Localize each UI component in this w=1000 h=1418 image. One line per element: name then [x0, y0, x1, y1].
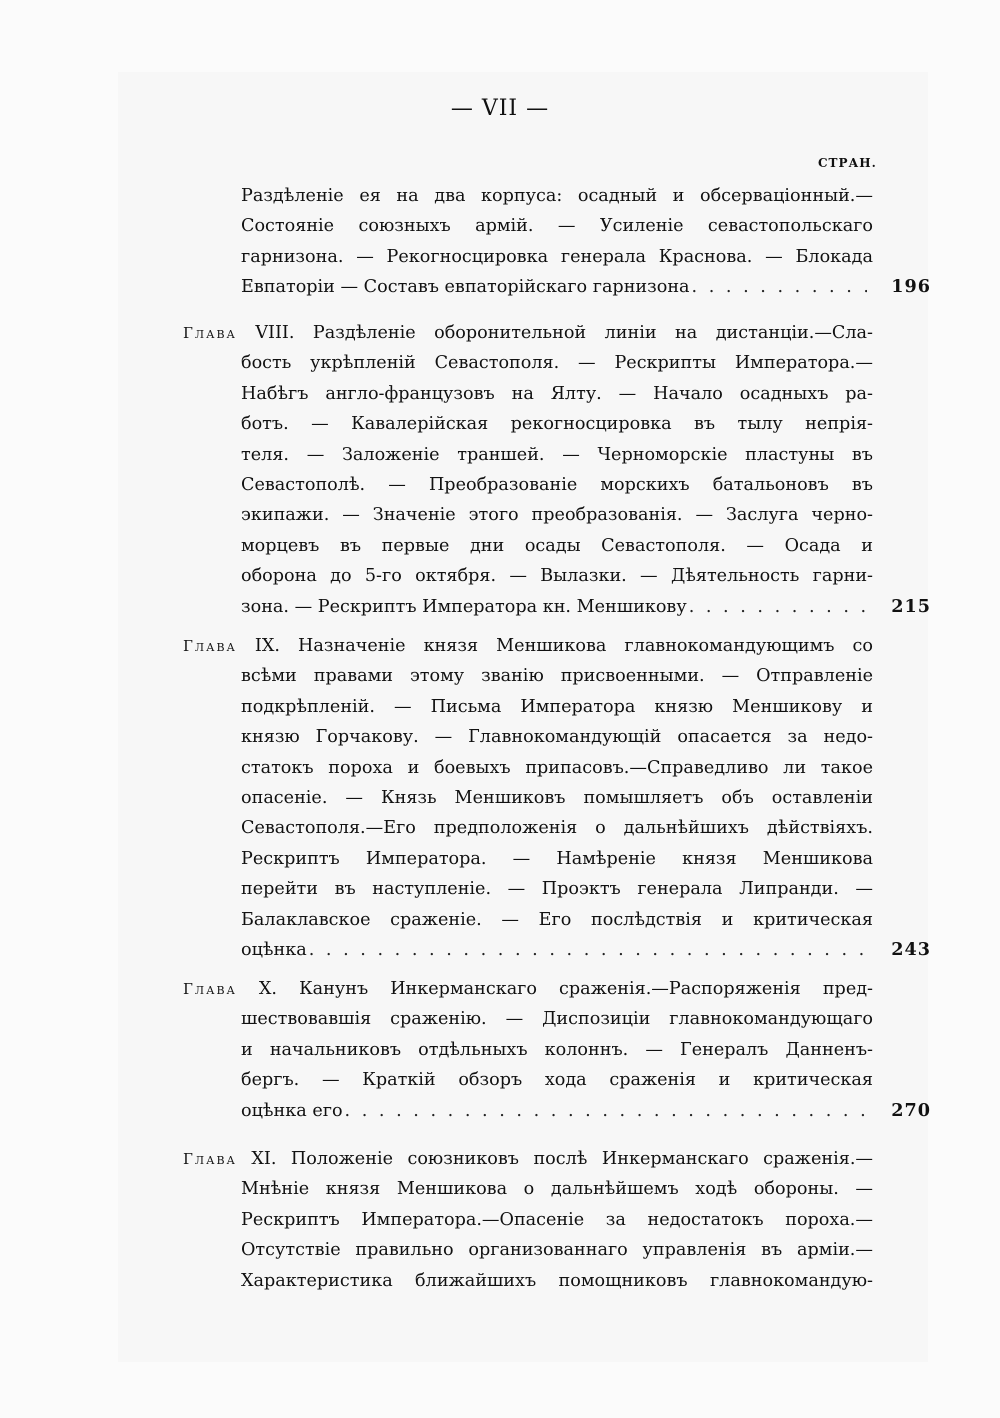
entry-first-line [183, 1144, 873, 1174]
entry-line: ботъ. — Кавалерійская рекогносцировка въ тылу непрія- [241, 414, 873, 435]
entry-line: оцѣнка его [241, 1100, 343, 1121]
dot-leader [692, 272, 867, 302]
entry-line: XI. Положеніе союзниковъ послѣ Инкерманскаго сраженія.— [251, 1149, 873, 1169]
page-ref: 270 [891, 1099, 931, 1121]
chapter-label: Глава [183, 324, 237, 342]
chapter-label: Глава [183, 980, 237, 998]
entry-line: Состояніе союзныхъ армій. — Усиленіе севастопольскаго [241, 216, 873, 237]
chapter-label: Глава [183, 637, 237, 655]
entry-line: VIII. Раздѣленіе оборонительной линіи на дистанціи.—Сла- [255, 323, 873, 343]
page-ref: 196 [891, 276, 931, 298]
entry-line: теля. — Заложеніе траншей. — Черноморскіе пластуны въ [241, 444, 873, 465]
dot-leader [345, 1096, 867, 1126]
entry-line: Набѣгъ англо-французовъ на Ялту. — Начало осадныхъ ра- [241, 383, 873, 404]
page-number: — VII — [450, 96, 550, 121]
entry-line: князю Горчакову. — Главнокомандующій опасается за недо- [241, 727, 873, 748]
entry-line: перейти въ наступленіе. — Проэктъ генерала Липранди. — [241, 879, 873, 900]
entry-first-line [183, 631, 873, 661]
entry-line: Отсутствіе правильно организованнаго управленія въ арміи.— [241, 1240, 873, 1261]
page-ref: 215 [891, 595, 931, 617]
entry-line: Евпаторіи — Составъ евпаторійскаго гарнизона [241, 277, 690, 298]
entry-first-line [183, 318, 873, 348]
entry-last-line [241, 592, 931, 622]
entry-line: Рескриптъ Императора. — Намѣреніе князя Меншикова [241, 848, 873, 869]
toc-entry [183, 181, 931, 303]
page-column-label: СТРАН. [818, 156, 877, 170]
entry-line: и начальниковъ отдѣльныхъ колоннъ. — Генералъ Данненъ- [241, 1039, 873, 1060]
entry-line: Севастополя.—Его предположенія о дальнѣйшихъ дѣйствіяхъ. [241, 818, 873, 839]
entry-line: шествовавшія сраженію. — Диспозиціи главнокомандующаго [241, 1009, 873, 1030]
entry-line: статокъ пороха и боевыхъ припасовъ.—Справедливо ли такое [241, 757, 873, 778]
entry-line: Балаклавское сраженіе. — Его послѣдствія и критическая [241, 909, 873, 930]
toc-entry-chapter-x [183, 974, 931, 1126]
entry-last-line [241, 1096, 931, 1126]
chapter-label: Глава [183, 1150, 237, 1168]
entry-line: Раздѣленіе ея на два корпуса: осадный и обсерваціонный.— [241, 186, 873, 206]
entry-last-line [241, 935, 931, 965]
entry-line: Характеристика ближайшихъ помощниковъ главнокомандую- [241, 1270, 873, 1291]
entry-line: гарнизона. — Рекогносцировка генерала Краснова. — Блокада [241, 246, 873, 267]
entry-line: всѣми правами этому званію присвоенными. — Отправленіе [241, 666, 873, 687]
entry-line: Севастополѣ. — Преобразованіе морскихъ батальоновъ въ [241, 475, 873, 496]
entry-line: Рескриптъ Императора.—Опасеніе за недостатокъ пороха.— [241, 1209, 873, 1230]
toc-entry-chapter-xi [183, 1144, 873, 1296]
entry-last-line [241, 272, 931, 302]
dot-leader [309, 935, 867, 965]
entry-first-line [183, 974, 873, 1004]
entry-line: X. Канунъ Инкерманскаго сраженія.—Распоряженія пред- [258, 979, 873, 999]
entry-line: оцѣнка [241, 940, 307, 961]
toc-entry-chapter-ix [183, 631, 931, 965]
entry-line: зона. — Рескриптъ Императора кн. Меншикову [241, 596, 687, 617]
entry-line: оборона до 5-го октября. — Вылазки. — Дѣятельность гарни- [241, 566, 873, 587]
entry-line: бергъ. — Краткій обзоръ хода сраженія и критическая [241, 1070, 873, 1091]
entry-line: IX. Назначеніе князя Меншикова главнокомандующимъ со [254, 636, 873, 656]
entry-line: подкрѣпленій. — Письма Императора князю Меншикову и [241, 696, 873, 717]
entry-line: морцевъ въ первые дни осады Севастополя. — Осада и [241, 535, 873, 556]
entry-line: бость укрѣпленій Севастополя. — Рескрипты Императора.— [241, 353, 873, 374]
page-ref: 243 [891, 939, 931, 961]
entry-line: Мнѣніе князя Меншикова о дальнѣйшемъ ходѣ обороны. — [241, 1179, 873, 1200]
entry-line: экипажи. — Значеніе этого преобразованія. — Заслуга черно- [241, 505, 873, 526]
entry-line: опасеніе. — Князь Меншиковъ помышляетъ объ оставленіи [241, 788, 873, 809]
toc-entry-chapter-viii [183, 318, 931, 622]
dot-leader [689, 592, 867, 622]
